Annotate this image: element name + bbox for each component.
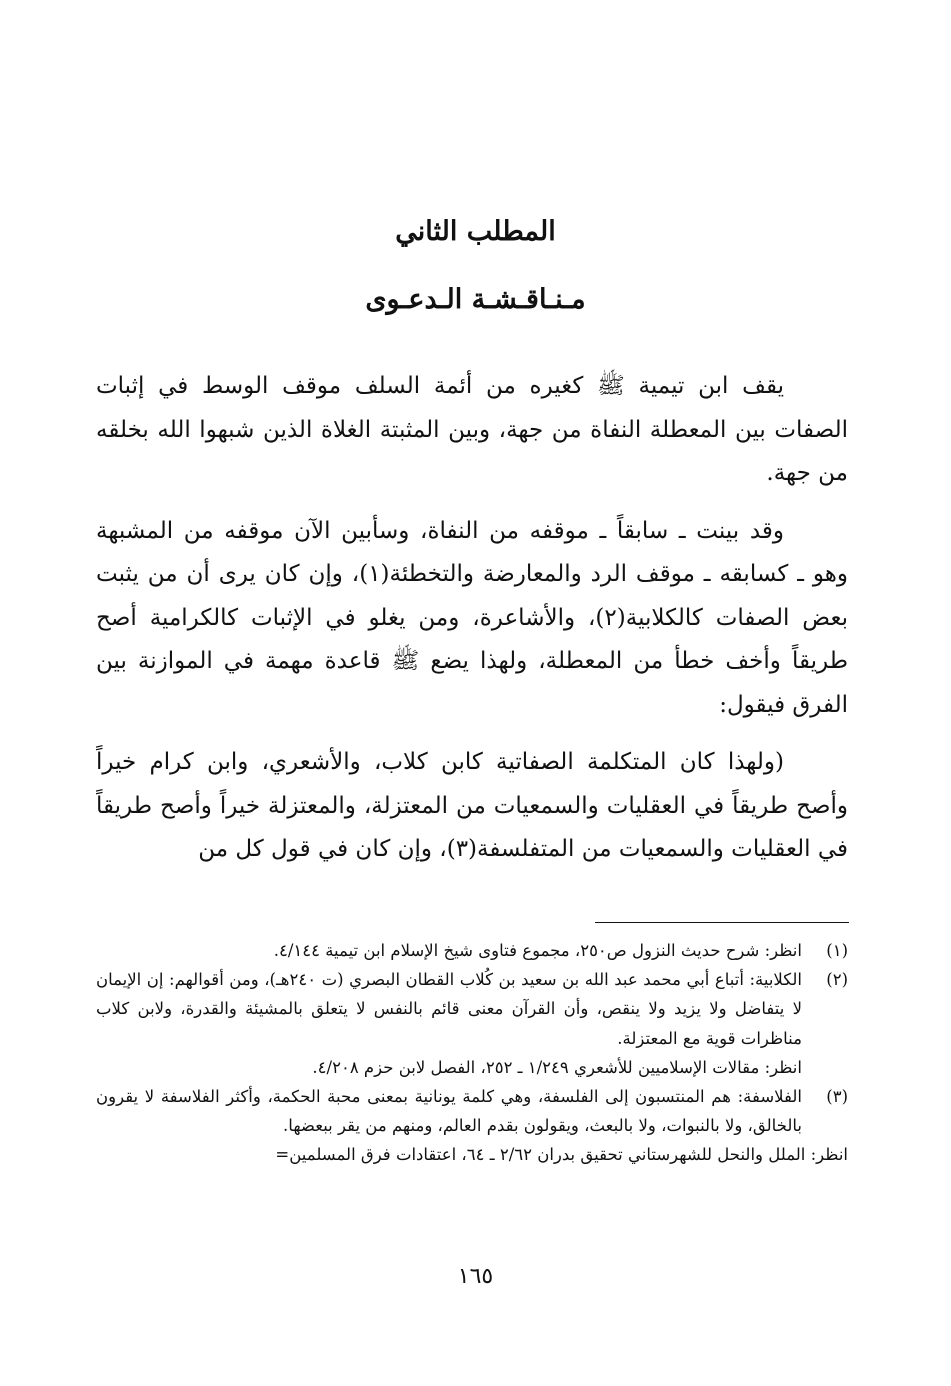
footnote-body: [96, 1082, 802, 1140]
paragraph: وقد بينت ـ سابقاً ـ موقفه من النفاة، وسأبين الآن موقفه من المشبهة وهو ـ كسابقه ـ موقف الرد والمعارضة والتخطئة(١)، وإن كان يرى أن من يثبت بعض الصفات كالكلابية(٢)، والأشاعرة، ومن يغلو في الإثبات كالكرامية أصح طريقاً وأخف خطأ من المعطلة، ولهذا يضع ﷺ قاعدة مهمة في الموازنة بين الفرق فيقول:: [96, 517, 848, 718]
section-title: المطلب الثاني: [395, 216, 556, 247]
footnote-source: انظر: مقالات الإسلاميين للأشعري ١/٢٤٩ ـ ٢٥٢، الفصل لابن حزم ٤/٢٠٨.: [312, 1057, 802, 1077]
footnote-number: (١): [826, 941, 848, 960]
footnote-1: [96, 936, 848, 965]
footnote-number: (٢): [826, 970, 848, 990]
main-text: [96, 365, 848, 886]
footnote-text: انظر: شرح حديث النزول ص٢٥٠، مجموع فتاوى شيخ الإسلام ابن تيمية ٤/١٤٤.: [273, 941, 802, 960]
footnote-3: [96, 1082, 848, 1140]
footnote-3-source: انظر: الملل والنحل للشهرستاني تحقيق بدران ٢/٦٢ ـ ٦٤، اعتقادات فرق المسلمين=: [275, 1145, 848, 1165]
page-number: ١٦٥: [457, 1264, 494, 1289]
footnote-text: الفلاسفة: هم المنتسبون إلى الفلسفة، وهي كلمة يونانية بمعنى محبة الحكمة، وأكثر الفلاسفة لا يقرون بالخالق، ولا بالنبوات، ولا بالبعث، ويقولون بقدم العالم، ومنهم من يقر ببعضها.: [96, 1087, 802, 1136]
footnote-text: الكلابية: أتباع أبي محمد عبد الله بن سعيد بن كُلاب القطان البصري (ت ٢٤٠هـ)، ومن أقوالهم: إن الإيمان لا يتفاضل ولا يزيد ولا ينقص، وأن القرآن معنى قائم بالنفس لا يتعلق بالمشيئة والقدرة، ولابن كلاب مناظرات قوية مع المعتزلة.: [96, 970, 802, 1048]
footnote-divider: [595, 922, 849, 923]
paragraph: يقف ابن تيمية ﷺ كغيره من أئمة السلف موقف الوسط في إثبات الصفات بين المعطلة النفاة من جهة، وبين المثبتة الغلاة الذين شبهوا الله بخلقه من جهة.: [96, 373, 848, 486]
paragraph: (ولهذا كان المتكلمة الصفاتية كابن كلاب، والأشعري، وابن كرام خيراً وأصح طريقاً في العقليات والسمعيات من المعتزلة، والمعتزلة خيراً وأصح طريقاً في العقليات والسمعيات من المتفلسفة(٣)، وإن كان في قول كل من: [96, 749, 848, 862]
footnote-body: [96, 965, 802, 1082]
footnotes: [96, 936, 848, 1170]
footnote-2: [96, 965, 848, 1082]
section-headings: [0, 212, 951, 320]
footnote-body: [96, 936, 802, 965]
footnote-number: (٣): [826, 1087, 848, 1107]
section-subtitle: مـنـاقـشـة الـدعـوى: [365, 284, 586, 315]
